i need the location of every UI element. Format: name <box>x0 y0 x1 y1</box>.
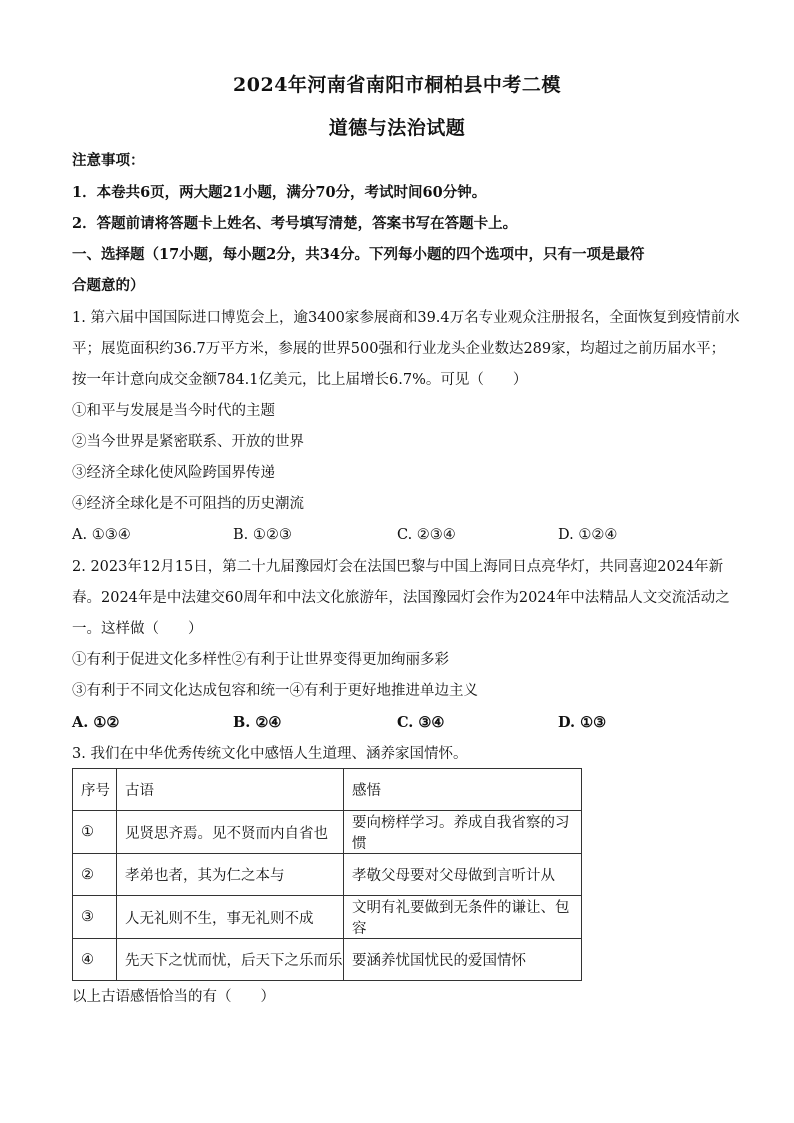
q2-stem-line-2: 春。2024年是中法建交60周年和中法文化旅游年，法国豫园灯会作为2024年中法精品人文交流活动之 <box>72 590 730 606</box>
q2-stem-line-3: 一。这样做（ ） <box>72 621 203 637</box>
exam-subject-title: 道德与法治试题 <box>328 117 466 139</box>
q1-item-3: ③经济全球化使风险跨国界传递 <box>72 465 275 481</box>
table-row <box>73 939 582 981</box>
q3-stem: 3. 我们在中华优秀传统文化中感悟人生道理、涵养家国情怀。 <box>72 746 468 762</box>
q1-option-b[interactable]: B. ①②③ <box>233 527 292 543</box>
notes-heading: 注意事项： <box>72 152 145 169</box>
table-cell: 孝弟也者，其为仁之本与 <box>117 854 344 896</box>
q1-stem-line-1: 1. 第六届中国国际进口博览会上，逾3400家参展商和39.4万名专业观众注册报名，全面恢复到疫情前水 <box>72 310 740 326</box>
notes-item-1: 1．本卷共6页，两大题21小题，满分70分，考试时间60分钟。 <box>72 184 487 201</box>
notes-item-2: 2．答题前请将答题卡上姓名、考号填写清楚，答案书写在答题卡上。 <box>72 215 518 232</box>
q2-option-b[interactable]: B. ②④ <box>233 714 282 731</box>
q1-stem-line-3: 按一年计意向成交金额784.1亿美元，比上届增长6.7%。可见（ ） <box>72 372 528 388</box>
table-cell: 见贤思齐焉。见不贤而内自省也 <box>117 811 344 854</box>
q1-stem-line-2: 平；展览面积约36.7万平方米，参展的世界500强和行业龙头企业数达289家，均超过之前历届水平； <box>72 341 726 357</box>
table-cell: 要涵养忧国忧民的爱国情怀 <box>344 939 582 981</box>
table-row <box>73 811 582 854</box>
q3-question: 以上古语感悟恰当的有（ ） <box>72 989 275 1005</box>
table-cell: ④ <box>73 939 117 981</box>
table-cell: 孝敬父母要对父母做到言听计从 <box>344 854 582 896</box>
q2-item-1: ①有利于促进文化多样性②有利于让世界变得更加绚丽多彩 <box>72 652 449 668</box>
table-cell: 人无礼则不生，事无礼则不成 <box>117 896 344 939</box>
table-row <box>73 896 582 939</box>
q2-option-a[interactable]: A. ①② <box>72 714 120 731</box>
table-header-cell: 序号 <box>73 769 117 811</box>
exam-title: 2024年河南省南阳市桐柏县中考二模 <box>233 74 561 96</box>
table-cell: 先天下之忧而忧，后天下之乐而乐 <box>117 939 344 981</box>
table-header-cell: 古语 <box>117 769 344 811</box>
section-heading-line-1: 一、选择题（17小题，每小题2分，共34分。下列每小题的四个选项中，只有一项是最符 <box>72 246 645 263</box>
q1-item-2: ②当今世界是紧密联系、开放的世界 <box>72 434 304 450</box>
q1-item-4: ④经济全球化是不可阻挡的历史潮流 <box>72 496 304 512</box>
table-header-cell: 感悟 <box>344 769 582 811</box>
table-row <box>73 854 582 896</box>
q1-option-c[interactable]: C. ②③④ <box>397 527 456 543</box>
q1-option-a[interactable]: A. ①③④ <box>72 527 131 543</box>
section-heading-line-2: 合题意的） <box>72 277 145 294</box>
q2-item-2: ③有利于不同文化达成包容和统一④有利于更好地推进单边主义 <box>72 683 478 699</box>
table-header-row <box>73 769 582 811</box>
table-cell: ① <box>73 811 117 854</box>
q1-item-1: ①和平与发展是当今时代的主题 <box>72 403 275 419</box>
table-cell: ② <box>73 854 117 896</box>
q1-option-d[interactable]: D. ①②④ <box>558 527 618 543</box>
q3-table <box>72 768 582 981</box>
q2-option-c[interactable]: C. ③④ <box>397 714 445 731</box>
table-cell: ③ <box>73 896 117 939</box>
q2-stem-line-1: 2. 2023年12月15日，第二十九届豫园灯会在法国巴黎与中国上海同日点亮华灯，共同喜迎2024年新 <box>72 559 724 575</box>
table-cell: 要向榜样学习。养成自我省察的习惯 <box>344 811 582 854</box>
table-cell: 文明有礼要做到无条件的谦让、包容 <box>344 896 582 939</box>
q2-option-d[interactable]: D. ①③ <box>558 714 607 731</box>
